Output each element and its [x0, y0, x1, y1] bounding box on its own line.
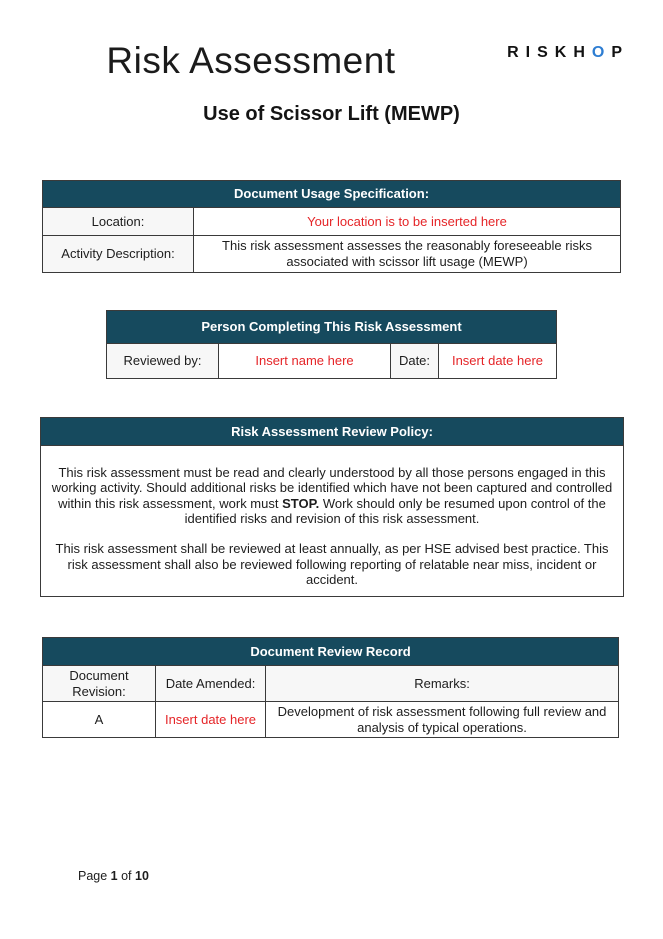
person-table-header: Person Completing This Risk Assessment: [107, 311, 557, 344]
revision-value: A: [43, 702, 156, 738]
location-label: Location:: [43, 208, 194, 236]
column-header-remarks: Remarks:: [266, 666, 619, 702]
footer-prefix: Page: [78, 869, 111, 883]
review-policy-header: Risk Assessment Review Policy:: [41, 418, 623, 446]
page-title: Risk Assessment: [106, 40, 396, 81]
activity-description-label: Activity Description:: [43, 236, 194, 273]
logo-text-left: RISKH: [507, 44, 592, 61]
record-table-header: Document Review Record: [43, 638, 619, 666]
logo-letter-o: O: [591, 44, 612, 61]
date-amended-placeholder: Insert date here: [156, 702, 266, 738]
date-value-placeholder: Insert date here: [439, 344, 557, 379]
document-review-record-table: [42, 637, 619, 738]
usage-specification-table: [42, 180, 621, 273]
riskhop-logo: [507, 44, 629, 62]
policy-paragraph-1-text-after: Work should only be resumed upon control of the identified risks and revision of this risk assessment.: [184, 495, 606, 526]
table-row: [107, 344, 557, 379]
reviewed-by-label: Reviewed by:: [107, 344, 219, 379]
policy-stop-word: STOP.: [282, 495, 320, 511]
table-row: [43, 236, 621, 273]
date-label: Date:: [391, 344, 439, 379]
footer-total-pages: 10: [135, 869, 149, 883]
document-subtitle: Use of Scissor Lift (MEWP): [203, 103, 460, 125]
review-policy-body: [41, 446, 623, 596]
activity-description-value: This risk assessment assesses the reasonably foreseeable risks associated with scissor lift usage (MEWP): [194, 236, 621, 273]
policy-paragraph-1: [51, 465, 613, 526]
column-header-document-revision: Document Revision:: [43, 666, 156, 702]
policy-paragraph-1-text: This risk assessment must be read and clearly understood by all those persons engaged in this working activity. Should additional risks be identified which have not been captured and controlled within this risk assessment, work must: [51, 465, 613, 511]
remarks-value: Development of risk assessment following full review and analysis of typical operations.: [266, 702, 619, 738]
table-row: [43, 702, 619, 738]
logo-text-right: P: [611, 44, 629, 61]
page-number-footer: [78, 869, 149, 883]
table-header-row: [43, 666, 619, 702]
usage-table-header: Document Usage Specification:: [43, 181, 621, 208]
review-policy-section: [40, 417, 624, 597]
table-row: [43, 208, 621, 236]
reviewed-by-value-placeholder: Insert name here: [219, 344, 391, 379]
footer-of: of: [117, 869, 135, 883]
location-value-placeholder: Your location is to be inserted here: [194, 208, 621, 236]
footer-page-number: 1: [110, 869, 118, 883]
policy-paragraph-2: This risk assessment shall be reviewed at least annually, as per HSE advised best practice. This risk assessment shall also be reviewed following reporting of relatable near miss, incident or accident.: [55, 541, 609, 587]
person-completing-table: [106, 310, 557, 379]
column-header-date-amended: Date Amended:: [156, 666, 266, 702]
